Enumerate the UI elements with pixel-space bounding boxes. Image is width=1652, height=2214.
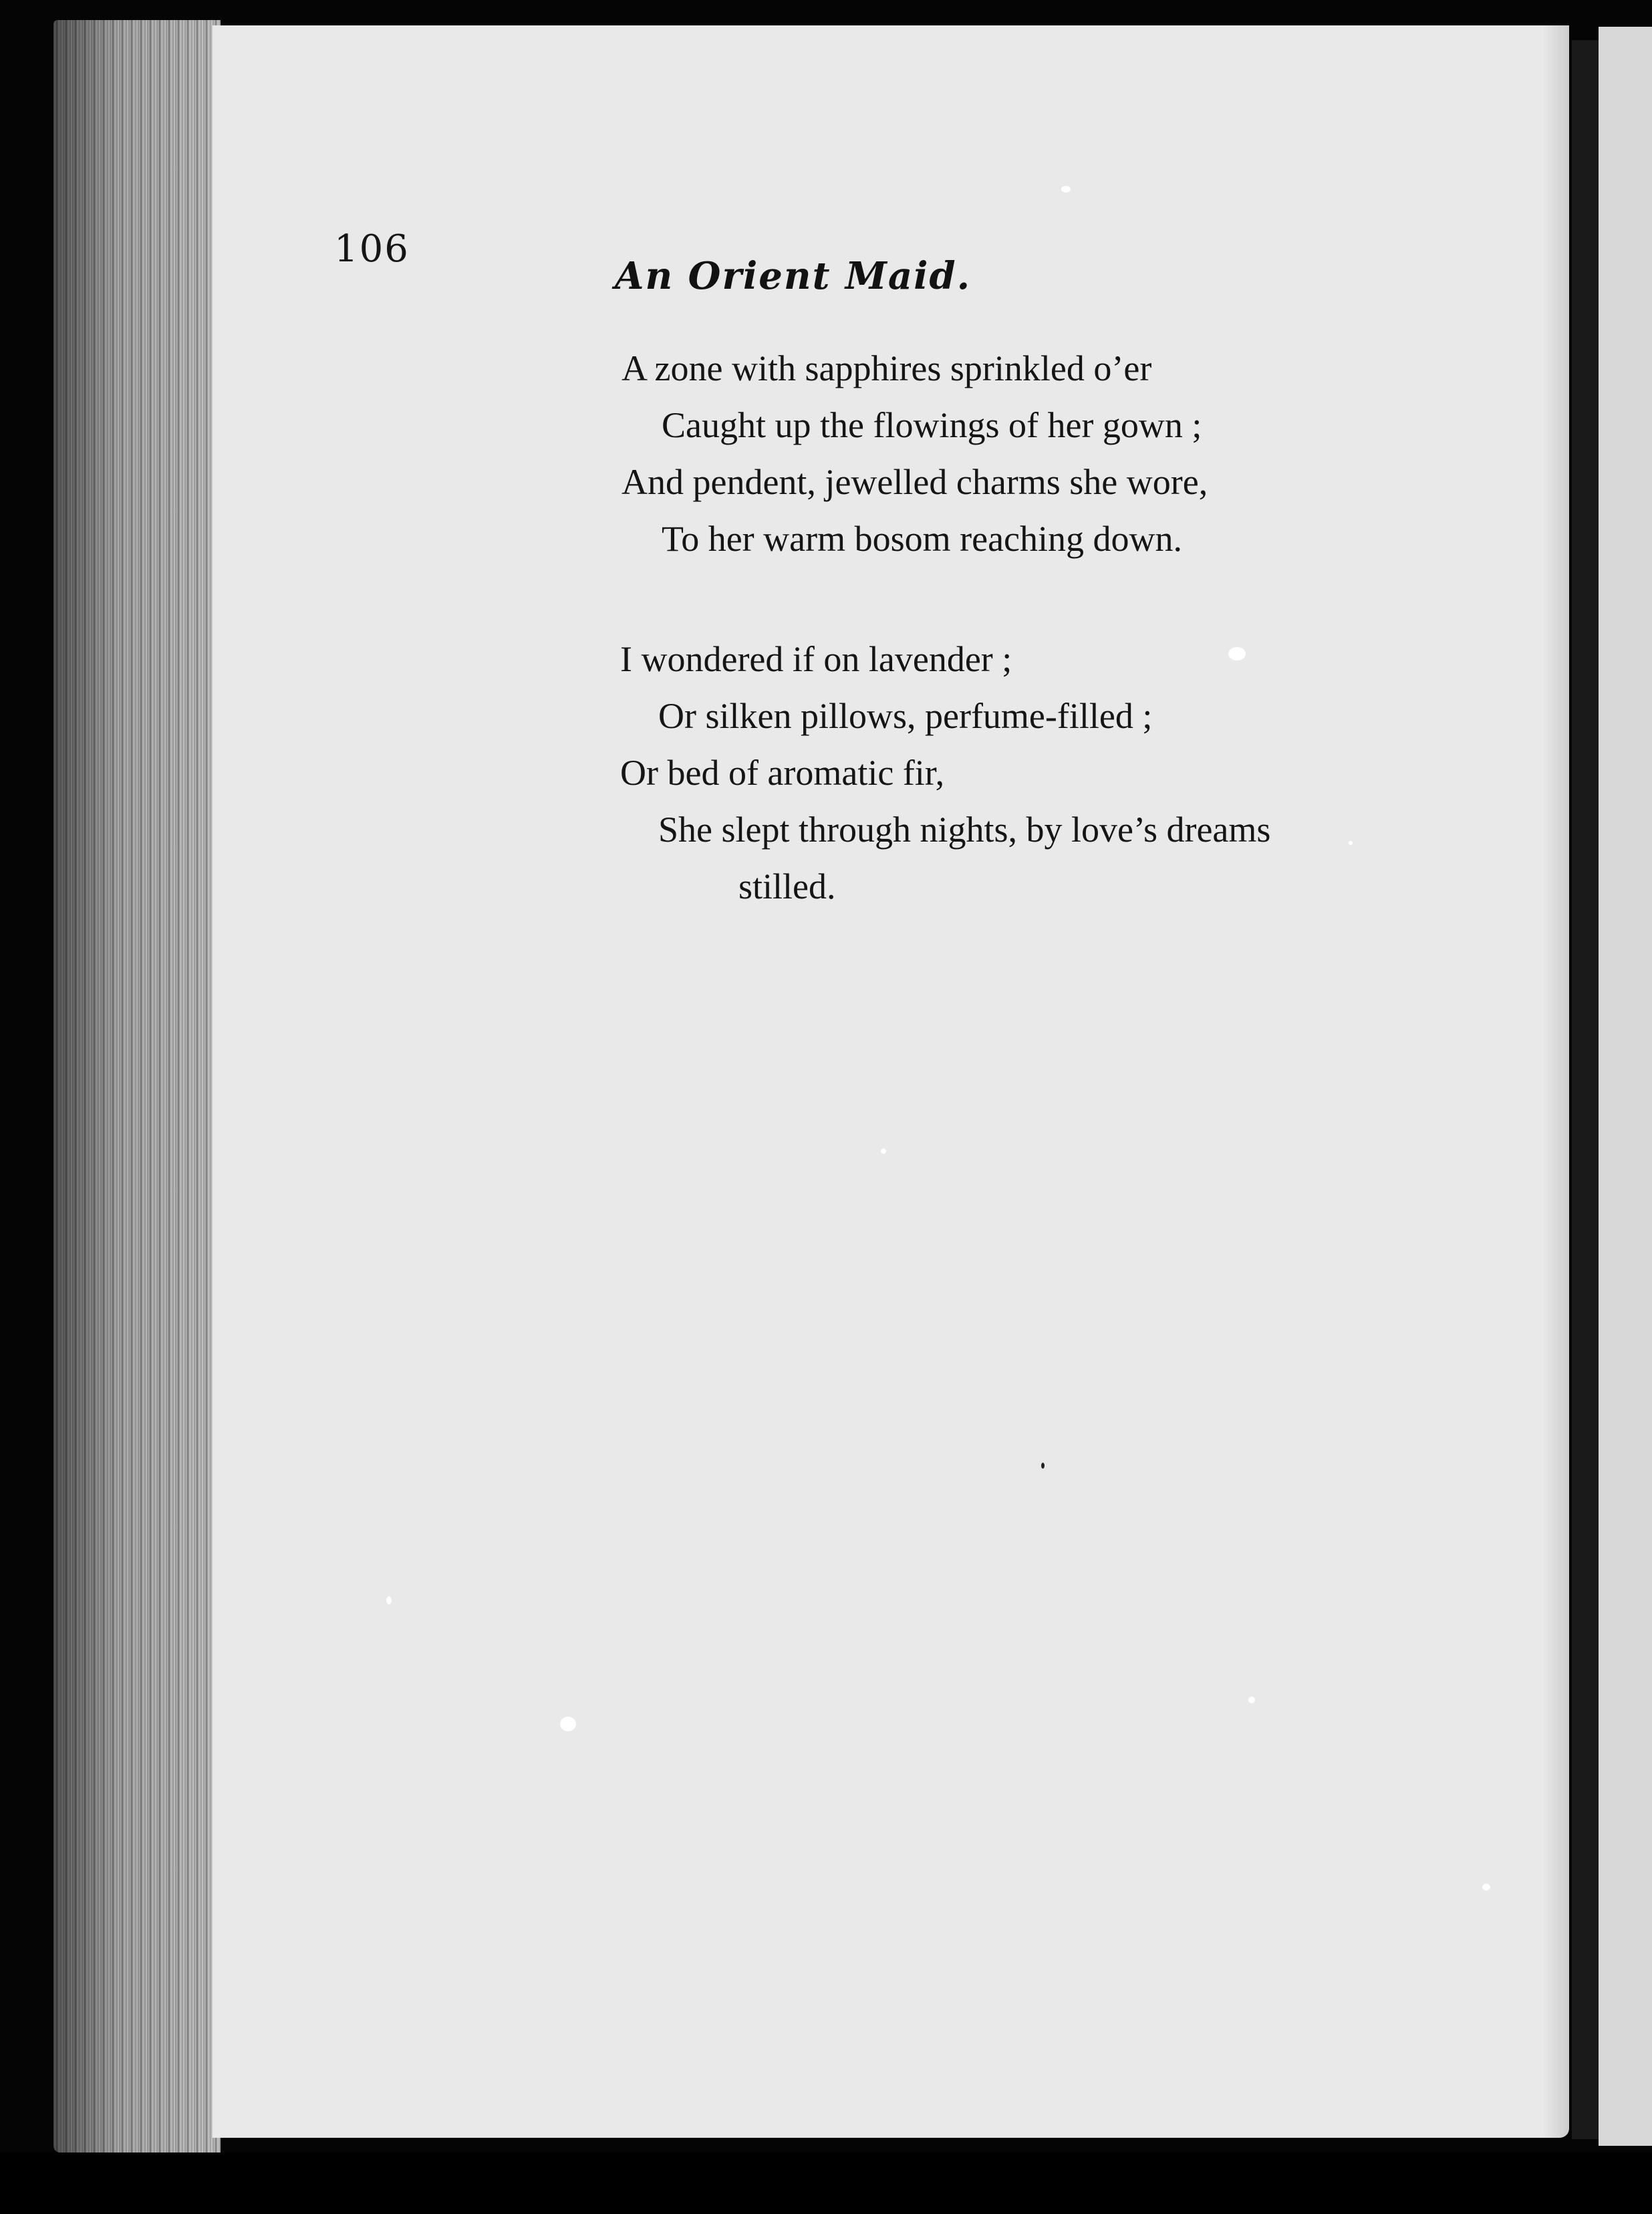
dust-speck [1482,1884,1490,1890]
dust-speck [1228,647,1246,660]
poem-line: I wondered if on lavender ; [620,639,1012,679]
dust-speck [1061,186,1071,193]
poem-line: Caught up the flowings of her gown ; [662,405,1202,445]
dust-speck [1041,1463,1045,1469]
poem-line: Or silken pillows, perfume-filled ; [658,696,1153,736]
printed-page [213,25,1569,2138]
poem-line: She slept through nights, by love’s dreams [658,810,1271,850]
facing-page-edge [1599,27,1652,2146]
poem-line: stilled. [738,866,836,906]
page-edges-shadow [53,20,221,2152]
dust-speck [386,1596,392,1604]
poem-line: And pendent, jewelled charms she wore, [622,462,1208,502]
page-shadow [1542,25,1569,2138]
poem-line: Or bed of aromatic fir, [620,753,945,793]
dust-speck [881,1148,886,1154]
dust-speck [1349,841,1353,845]
scan-border [0,2152,1652,2214]
dust-speck [1248,1697,1255,1703]
running-title: An Orient Maid. [615,254,972,298]
poem-line: A zone with sapphires sprinkled o’er [622,348,1152,388]
book-gutter [1572,40,1599,2139]
poem-line: To her warm bosom reaching down. [662,519,1183,559]
dust-speck [560,1717,576,1731]
page-number: 106 [334,227,410,271]
